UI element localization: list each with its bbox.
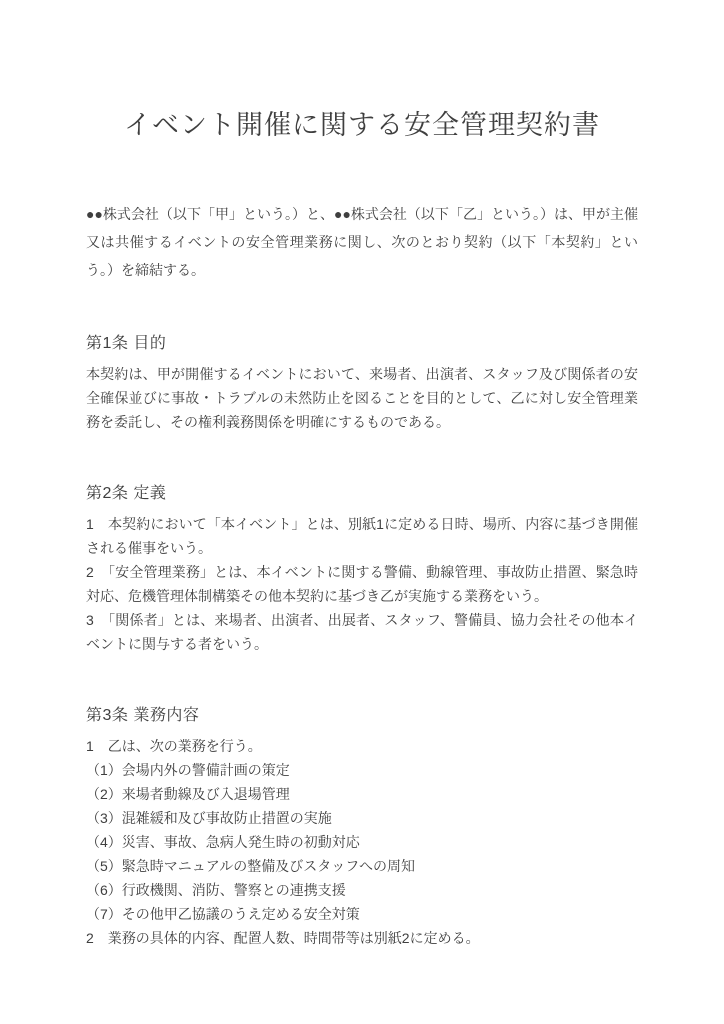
article-3-item-4: （4）災害、事故、急病人発生時の初動対応 — [86, 834, 360, 850]
article-3-clause-1: 1 乙は、次の業務を行う。 — [86, 738, 262, 754]
article-3-item-6: （6）行政機関、消防、警察との連携支援 — [86, 882, 346, 898]
preamble-paragraph: ●●株式会社（以下「甲」という。）と、●●株式会社（以下「乙」という。）は、甲が主催又は共催するイベントの安全管理業務に関し、次のとおり契約（以下「本契約」という。）を締結する。 — [86, 206, 638, 278]
document-title: イベント開催に関する安全管理契約書 — [124, 110, 600, 140]
article-3-item-5: （5）緊急時マニュアルの整備及びスタッフへの周知 — [86, 858, 415, 874]
article-2-clause-1: 1 本契約において「本イベント」とは、別紙1に定める日時、場所、内容に基づき開催される催事をいう。 — [86, 516, 638, 556]
article-2-heading: 第2条 定義 — [86, 485, 167, 502]
article-3-scope-of-services — [86, 704, 638, 950]
article-2-clause-2: 2 「安全管理業務」とは、本イベントに関する警備、動線管理、事故防止措置、緊急時対応、危機管理体制構築その他本契約に基づき乙が実施する業務をいう。 — [86, 564, 638, 604]
article-2-definitions — [86, 482, 638, 656]
article-3-heading: 第3条 業務内容 — [86, 707, 200, 724]
article-1-heading: 第1条 目的 — [86, 335, 167, 352]
article-3-item-3: （3）混雑緩和及び事故防止措置の実施 — [86, 810, 332, 826]
article-1-body: 本契約は、甲が開催するイベントにおいて、来場者、出演者、スタッフ及び関係者の安全確保並びに事故・トラブルの未然防止を図ることを目的として、乙に対し安全管理業務を委託し、その権利義務関係を明確にするものである。 — [86, 366, 638, 430]
article-3-clause-2: 2 業務の具体的内容、配置人数、時間帯等は別紙2に定める。 — [86, 930, 480, 946]
article-3-item-1: （1）会場内外の警備計画の策定 — [86, 762, 290, 778]
article-3-item-2: （2）来場者動線及び入退場管理 — [86, 786, 290, 802]
article-2-clause-3: 3 「関係者」とは、来場者、出演者、出展者、スタッフ、警備員、協力会社その他本イベントに関与する者をいう。 — [86, 612, 638, 652]
article-1-purpose — [86, 332, 638, 434]
article-3-item-7: （7）その他甲乙協議のうえ定める安全対策 — [86, 906, 360, 922]
